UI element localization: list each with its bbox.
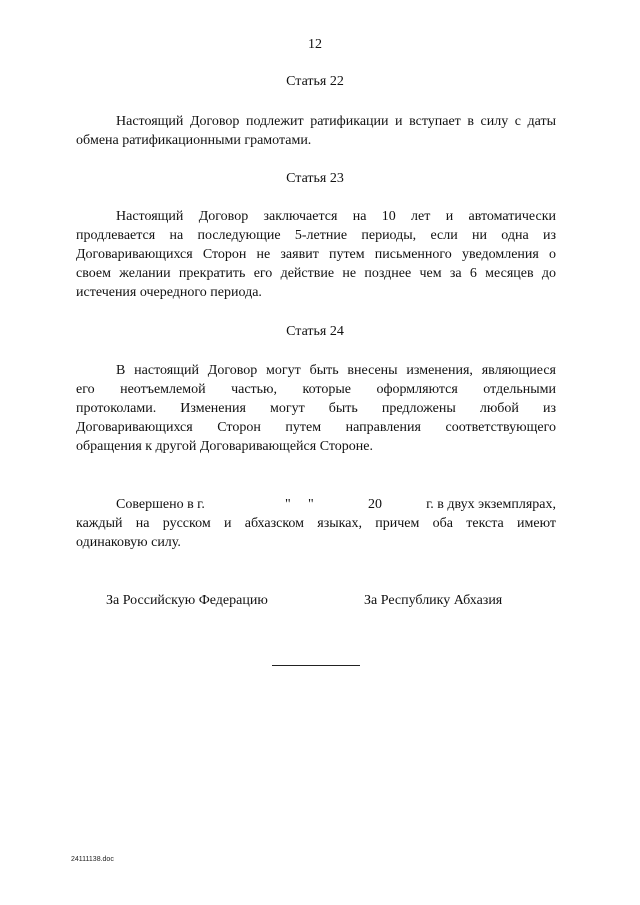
article-23-line-3: Договаривающихся Сторон не заявит путем письменного уведомления о — [76, 247, 556, 262]
article-24-text — [76, 361, 556, 456]
closing-copies: г. в двух экземплярах, — [426, 497, 556, 512]
closing-text — [76, 495, 556, 552]
closing-line-3: одинаковую силу. — [76, 535, 181, 550]
article-23-line-1: Настоящий Договор заключается на 10 лет и автоматически — [116, 209, 556, 224]
article-23-line-4: своем желании прекратить его действие не позднее чем за 6 месяцев до — [76, 266, 556, 281]
article-24-line-3: протоколами. Изменения могут быть предложены любой из — [76, 401, 556, 416]
article-24-heading: Статья 24 — [286, 324, 344, 339]
article-23-line-5: истечения очередного периода. — [76, 285, 262, 300]
article-22-line-2: обмена ратификационными грамотами. — [76, 133, 312, 148]
article-22-heading: Статья 22 — [286, 74, 344, 89]
file-identifier: 24111138.doc — [71, 856, 114, 863]
article-23-text — [76, 207, 556, 302]
article-22-text — [76, 112, 556, 150]
article-24-line-4: Договаривающихся Сторон путем направления соответствующего — [76, 420, 556, 435]
closing-place-label: Совершено в г. — [116, 497, 205, 512]
article-24-line-1: В настоящий Договор могут быть внесены изменения, являющиеся — [116, 363, 556, 378]
article-23-heading: Статья 23 — [286, 171, 344, 186]
article-23-line-2: продлевается на последующие 5-летние периоды, если ни одна из — [76, 228, 556, 243]
closing-year-prefix: 20 — [368, 497, 382, 512]
closing-quote-open: " — [285, 497, 291, 512]
signature-russia: За Российскую Федерацию — [106, 593, 268, 608]
page-number: 12 — [308, 37, 322, 52]
signature-abkhazia: За Республику Абхазия — [364, 593, 503, 608]
closing-quote-close: " — [308, 497, 314, 512]
closing-line-1 — [76, 495, 556, 514]
article-24-line-5: обращения к другой Договаривающейся Стороне. — [76, 439, 373, 454]
article-22-line-1: Настоящий Договор подлежит ратификации и вступает в силу с даты — [116, 114, 556, 129]
article-24-line-2: его неотъемлемой частью, которые оформляются отдельными — [76, 382, 556, 397]
closing-line-2: каждый на русском и абхазском языках, причем оба текста имеют — [76, 516, 556, 531]
closing-rule — [272, 665, 360, 666]
